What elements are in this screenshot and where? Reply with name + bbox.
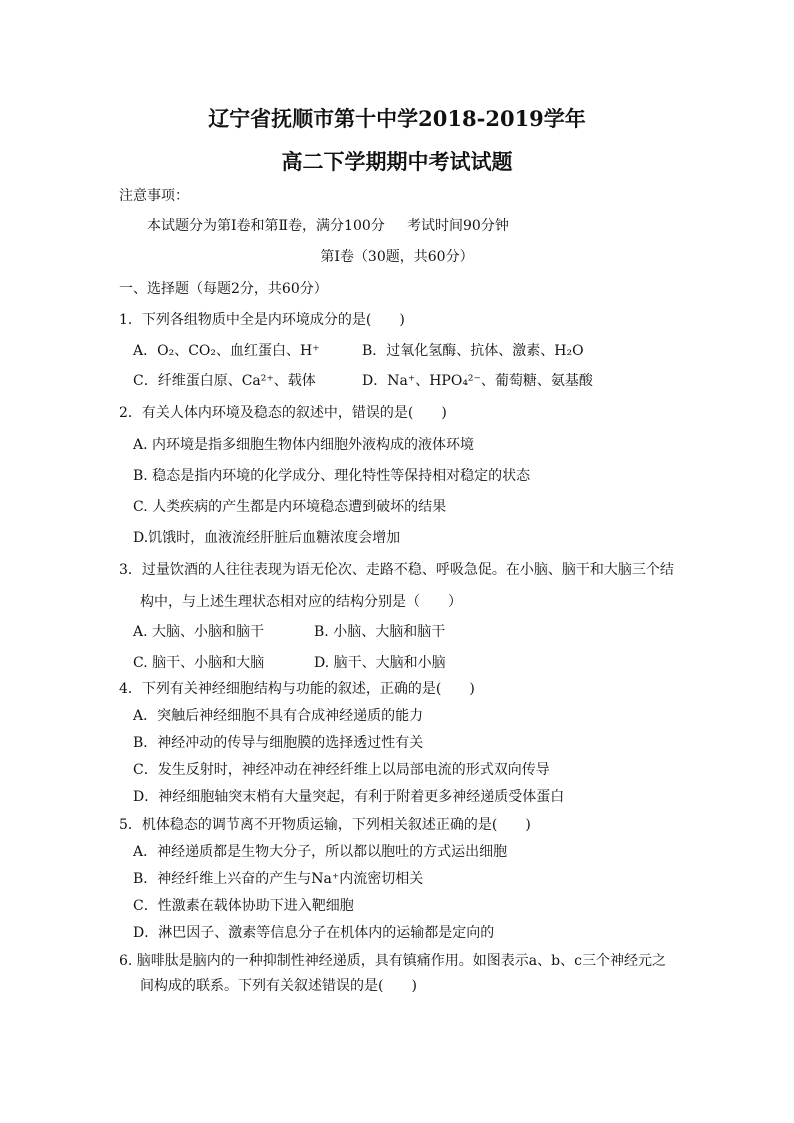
question-4-option-d: D．神经细胞轴突末梢有大量突起，有利于附着更多神经递质受体蛋白 (133, 789, 565, 805)
question-5-option-c: C．性激素在载体协助下进入靶细胞 (133, 898, 354, 914)
question-3-option-b: B. 小脑、大脑和脑干 (314, 624, 446, 640)
exam-title-line1: 辽宁省抚顺市第十中学2018-2019学年 (208, 106, 586, 131)
question-3-option-c: C. 脑干、小脑和大脑 (133, 655, 265, 671)
question-1-option-a: A．O₂、CO₂、血红蛋白、H⁺ (133, 343, 320, 359)
question-2-option-c: C. 人类疾病的产生都是内环境稳态遭到破坏的结果 (133, 499, 447, 515)
question-5-option-b: B．神经纤维上兴奋的产生与Na⁺内流密切相关 (133, 871, 424, 887)
question-3-stem-line1: 3．过量饮酒的人往往表现为语无伦次、走路不稳、呼吸急促。在小脑、脑干和大脑三个结 (119, 562, 674, 578)
question-1-stem: 1．下列各组物质中全是内环境成分的是( ) (119, 312, 405, 328)
question-5-option-a: A．神经递质都是生物大分子，所以都以胞吐的方式运出细胞 (133, 844, 508, 860)
question-5-stem: 5．机体稳态的调节离不开物质运输，下列相关叙述正确的是( ) (119, 817, 531, 833)
question-2-option-b: B. 稳态是指内环境的化学成分、理化特性等保持相对稳定的状态 (133, 468, 531, 484)
question-4-stem: 4．下列有关神经细胞结构与功能的叙述，正确的是( ) (119, 681, 475, 697)
volume-heading: 第Ⅰ卷（30题，共60分） (320, 249, 474, 265)
question-5-option-d: D．淋巴因子、激素等信息分子在机体内的运输都是定向的 (133, 925, 495, 941)
question-6-stem-line1: 6. 脑啡肽是脑内的一种抑制性神经递质，具有镇痛作用。如图表示a、b、c三个神经元之 (119, 953, 666, 969)
question-1-option-b: B．过氧化氢酶、抗体、激素、H₂O (362, 343, 584, 359)
notes-info: 本试题分为第Ⅰ卷和第Ⅱ卷，满分100分 考试时间90分钟 (147, 218, 509, 234)
notes-heading: 注意事项： (119, 188, 189, 204)
question-6-stem-line2: 间构成的联系。下列有关叙述错误的是( ) (140, 978, 417, 994)
exam-title-line2: 高二下学期期中考试试题 (281, 149, 513, 174)
question-4-option-c: C．发生反射时，神经冲动在神经纤维上以局部电流的形式双向传导 (133, 762, 550, 778)
section-heading: 一、选择题（每题2分，共60分） (119, 281, 328, 297)
question-3-stem-line2: 构中，与上述生理状态相对应的结构分别是（ ） (140, 594, 462, 610)
question-4-option-b: B．神经冲动的传导与细胞膜的选择透过性有关 (133, 735, 424, 751)
question-2-option-a: A. 内环境是指多细胞生物体内细胞外液构成的液体环境 (133, 437, 475, 453)
question-2-stem: 2．有关人体内环境及稳态的叙述中，错误的是( ) (119, 405, 447, 421)
question-3-option-d: D. 脑干、大脑和小脑 (314, 655, 446, 671)
question-4-option-a: A．突触后神经细胞不具有合成神经递质的能力 (133, 708, 424, 724)
question-1-option-d: D．Na⁺、HPO₄²⁻、葡萄糖、氨基酸 (362, 373, 593, 389)
question-3-option-a: A. 大脑、小脑和脑干 (133, 624, 265, 640)
question-2-option-d: D.饥饿时，血液流经肝脏后血糖浓度会增加 (133, 530, 401, 546)
question-1-option-c: C．纤维蛋白原、Ca²⁺、载体 (133, 373, 316, 389)
